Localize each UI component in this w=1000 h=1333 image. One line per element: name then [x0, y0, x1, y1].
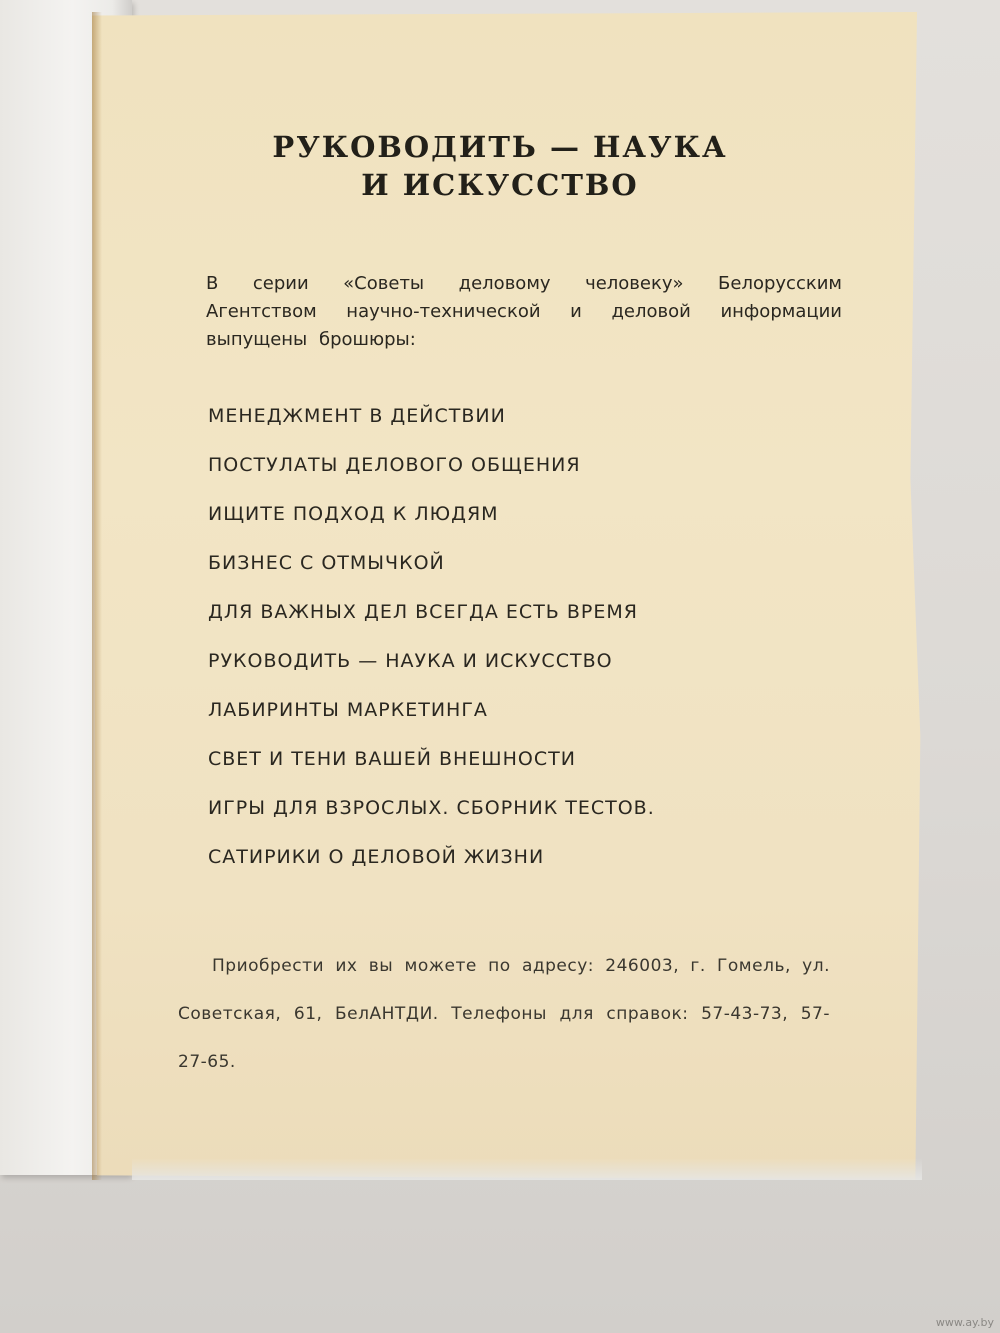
page-title	[250, 128, 750, 204]
brochure-item: ПОСТУЛАТЫ ДЕЛОВОГО ОБЩЕНИЯ	[208, 454, 581, 476]
title-line-1: РУКОВОДИТЬ — НАУКА	[272, 130, 728, 164]
brochure-item: СВЕТ И ТЕНИ ВАШЕЙ ВНЕШНОСТИ	[208, 748, 576, 770]
brochure-item: ДЛЯ ВАЖНЫХ ДЕЛ ВСЕГДА ЕСТЬ ВРЕМЯ	[208, 601, 638, 623]
brochure-item: РУКОВОДИТЬ — НАУКА И ИСКУССТВО	[208, 650, 613, 672]
watermark: www.ay.by	[935, 1316, 994, 1329]
brochure-item: САТИРИКИ О ДЕЛОВОЙ ЖИЗНИ	[208, 846, 545, 868]
brochure-item: ЛАБИРИНТЫ МАРКЕТИНГА	[208, 699, 488, 721]
address-paragraph: Приобрести их вы можете по адресу: 246003, г. Гомель, ул. Советская, 61, БелАНТДИ. Телефоны для справок: 57-43-73, 57-27-65.	[178, 956, 830, 1072]
brochure-item: БИЗНЕС С ОТМЫЧКОЙ	[208, 552, 445, 574]
brochure-item: ИЩИТЕ ПОДХОД К ЛЮДЯМ	[208, 503, 499, 525]
intro-paragraph: В серии «Советы деловому человеку» Белорусским Агентством научно-технической и деловой информации выпущены брошюры:	[206, 273, 842, 350]
brochure-list	[208, 405, 828, 895]
brochure-item: МЕНЕДЖМЕНТ В ДЕЙСТВИИ	[208, 405, 506, 427]
brochure-item: ИГРЫ ДЛЯ ВЗРОСЛЫХ. СБОРНИК ТЕСТОВ.	[208, 797, 655, 819]
title-line-2: И ИСКУССТВО	[361, 168, 639, 202]
page-bottom-edge	[132, 1158, 922, 1180]
page-binding-shadow	[92, 12, 102, 1180]
